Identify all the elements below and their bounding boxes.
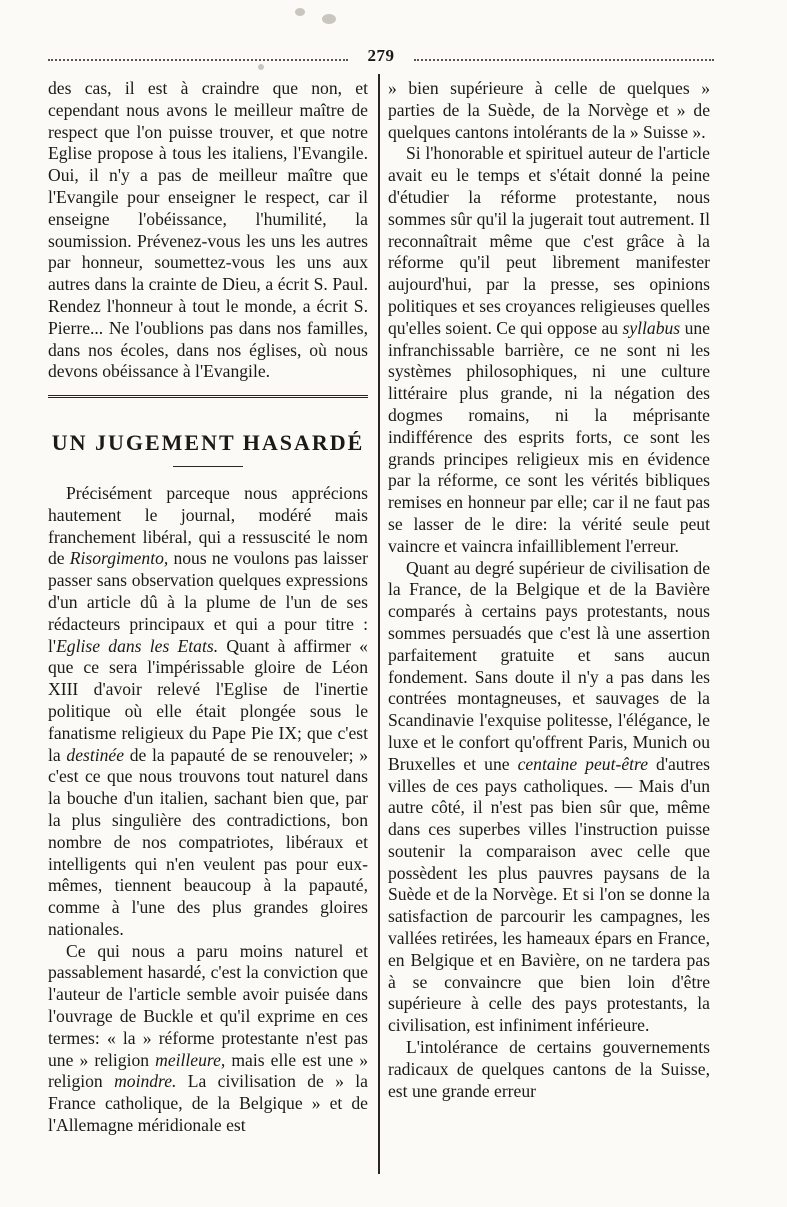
intro-paragraph: des cas, il est à craindre que non, et cependant nous avons le meilleur maître de respect que l'on puisse trouver, et que notre Eglise propose à tous les italiens, l'Evangile. Oui, il n'y a pas de meilleur maître que l'Evangile pour enseigner le respect, car il enseigne l'obéissance, l'humilité, la soumission. Prévenez-vous les uns les autres par honneur, soumettez-vous les uns aux autres dans la crainte de Dieu, a écrit S. Paul. Rendez l'honneur à tout le monde, a écrit S. Pierre... Ne l'oublions pas dans nos familles, dans nos écoles, dans nos églises, où nous devons obéissance à l'Evangile. <box>48 78 368 382</box>
text-run: une infranchissable barrière, ce ne sont ni les systèmes philosophiques, ni une culture littéraire plus grande, ni la négation des dogmes romains, ni la méprisante indifférence des esprits forts, ce sont les grands principes religieux mis en évidence par la réforme, ce sont les vérités bibliques remises en honneur par elle; car il ne faut pas se lasser de le dire: la vérité seule peut vaincre et vaincra infailliblement l'erreur. <box>388 317 710 556</box>
text-run: Quant à affirmer « que ce sera l'impérissable gloire de Léon XIII d'avoir relevé l'Eglise de l'inertie politique où elle était plongée sous le fanatisme religieux du Pape Pie IX; que c'est la <box>48 635 368 765</box>
header-rule-right <box>414 59 714 61</box>
right-column <box>388 78 710 1102</box>
article-paragraph-3 <box>388 143 710 557</box>
italic-run: destinée <box>66 744 125 765</box>
section-separator <box>48 395 368 398</box>
italic-run: Risorgimento, <box>69 548 169 569</box>
article-paragraph-4 <box>388 558 710 1038</box>
text-run: Ce qui nous a paru moins naturel et passablement hasardé, c'est la conviction que l'auteur de l'article semble avoir puisée dans l'ouvrage de Buckle et qu'il exprime en ces termes: « la » réforme protestante n'est pas une » religion <box>48 940 368 1070</box>
left-column <box>48 78 368 1137</box>
text-run: La civilisation de » la France catholique, de la Belgique » et de l'Allemagne méridionale est <box>48 1071 368 1136</box>
italic-run: moindre. <box>114 1071 177 1092</box>
article-paragraph-1 <box>48 483 368 941</box>
article-paragraph-2 <box>48 941 368 1137</box>
italic-run: centaine peut-être <box>517 753 649 774</box>
italic-run: syllabus <box>622 317 681 338</box>
page-header <box>48 46 714 70</box>
page-number: 279 <box>367 46 395 65</box>
article-paragraph-5: L'intolérance de certains gouvernements radicaux de quelques cantons de la Suisse, est une grande erreur <box>388 1037 710 1101</box>
text-run: de la papauté de se renouveler; » c'est ce que nous trouvons tout naturel dans la bouche d'un italien, sachant bien que, par la plus singulière des contradictions, bon nombre de nos compatriotes, libéraux et intelligents qui n'en veulent pas pour eux-mêmes, tiennent beaucoup à la papauté, comme à l'une des plus grandes gloires nationales. <box>48 744 368 939</box>
text-run: d'autres villes de ces pays catholiques. — Mais d'un autre côté, il n'est pas bien sûr que, même dans ces superbes villes l'instruction puisse soutenir la comparaison avec celle que possèdent les plus pauvres paysans de la Suède et de la Norvège. Et si l'on se donne la satisfaction de parcourir les campagnes, les vallées retirées, les hameaux épars en France, en Belgique et en Bavière, on ne tardera pas à se convaincre que bien loin d'être supérieure à celle des pays protestants, la civilisation, est infiniment inférieure. <box>388 753 710 1036</box>
ink-speck <box>295 8 305 16</box>
ink-speck <box>322 14 336 24</box>
text-run: Précisément parceque nous apprécions hautement le journal, modéré mais franchement libéral, qui a ressuscité le nom de <box>48 482 368 569</box>
text-run: Si l'honorable et spirituel auteur de l'article avait eu le temps et s'était donné la peine d'étudier la réforme protestante, nous sommes sûr qu'il la jugerait tout autrement. Il reconnaîtrait même que c'est grâce à la réforme qu'il peut librement manifester aujourd'hui, par la presse, ses opinions politiques et ses croyances religieuses quelles qu'elles soient. Ce qui oppose au <box>388 143 710 338</box>
text-run: Quant au degré supérieur de civilisation de la France, de la Belgique et de la Bavière comparés à certains pays protestants, nous sommes persuadés que c'est là une assertion parfaitement gratuite et sans aucun fondement. Sans doute il n'y a pas dans les contrées montagneuses, et sauvages de la Scandinavie l'exquise politesse, l'élégance, le luxe et le confort qu'offrent Paris, Munich ou Bruxelles et une <box>388 557 710 774</box>
title-underline <box>173 466 243 467</box>
header-rule-left <box>48 59 348 61</box>
column-divider <box>378 74 380 1174</box>
text-run: nous ne voulons pas laisser passer sans observation quelques expressions d'un article dû à la plume de l'un de ses rédacteurs principaux et qui a pour titre : l' <box>48 548 368 656</box>
section-title: UN JUGEMENT HASARDÉ <box>51 430 365 456</box>
italic-run: meilleure, <box>155 1049 226 1070</box>
quote-continuation: » bien supérieure à celle de quelques » parties de la Suède, de la Norvège et » de quelques cantons intolérants de la » Suisse ». <box>388 78 710 142</box>
text-run: mais elle est une » religion <box>48 1049 369 1092</box>
italic-run: Eglise dans les Etats. <box>56 635 219 656</box>
